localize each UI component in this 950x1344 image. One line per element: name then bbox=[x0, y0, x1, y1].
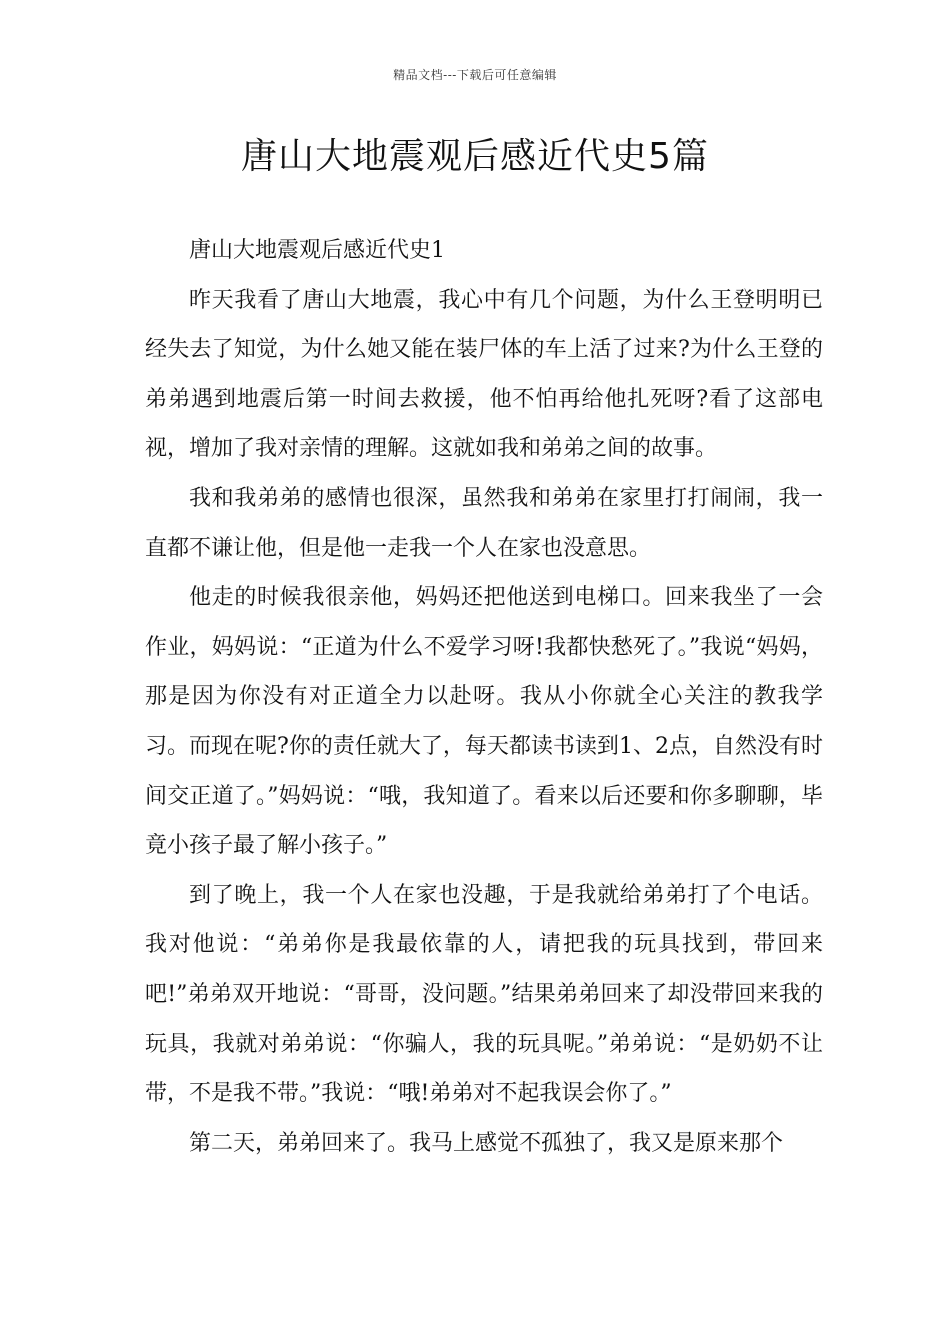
section-heading: 唐山大地震观后感近代史1 bbox=[189, 238, 445, 263]
paragraph: 第二天，弟弟回来了。我马上感觉不孤独了，我又是原来那个 bbox=[189, 1130, 784, 1156]
document-body bbox=[145, 226, 823, 1168]
document-title: 唐山大地震观后感近代史5篇 bbox=[241, 136, 709, 177]
page-header-note: 精品文档---下载后可任意编辑 bbox=[393, 68, 557, 82]
paragraph: 昨天我看了唐山大地震，我心中有几个问题，为什么王登明明已经失去了知觉，为什么她又能在装尸体的车上活了过来?为什么王登的弟弟遇到地震后第一时间去救援，他不怕再给他扎死呀?看了这部电视，增加了我对亲情的理解。这就如我和弟弟之间的故事。 bbox=[145, 287, 823, 462]
paragraph: 我和我弟弟的感情也很深，虽然我和弟弟在家里打打闹闹，我一直都不谦让他，但是他一走我一个人在家也没意思。 bbox=[145, 485, 823, 561]
paragraph: 他走的时候我很亲他，妈妈还把他送到电梯口。回来我坐了一会作业，妈妈说：“正道为什么不爱学习呀!我都快愁死了。”我说“妈妈，那是因为你没有对正道全力以赴呀。我从小你就全心关注的教我学习。而现在呢?你的责任就大了，每天都读书读到1、2点，自然没有时间交正道了。”妈妈说：“哦，我知道了。看来以后还要和你多聊聊，毕竟小孩子最了解小孩子。” bbox=[145, 585, 823, 859]
paragraph: 到了晚上，我一个人在家也没趣，于是我就给弟弟打了个电话。我对他说：“弟弟你是我最依靠的人，请把我的玩具找到，带回来吧!”弟弟双开地说：“哥哥，没问题。”结果弟弟回来了却没带回来我的玩具，我就对弟弟说：“你骗人，我的玩具呢。”弟弟说：“是奶奶不让带，不是我不带。”我说：“哦!弟弟对不起我误会你了。” bbox=[145, 882, 823, 1107]
